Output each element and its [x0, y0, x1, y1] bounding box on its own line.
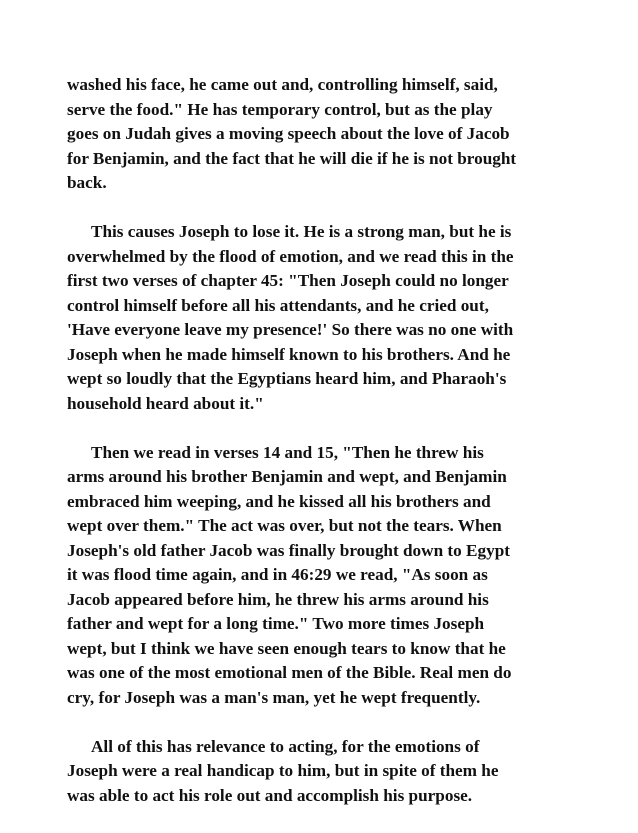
- text-line: was one of the most emotional men of the Bible. Real men do: [67, 663, 512, 682]
- text-line: wept over them." The act was over, but not the tears. When: [67, 516, 502, 535]
- body-text: [67, 73, 587, 833]
- text-line: Joseph were a real handicap to him, but in spite of them he: [67, 761, 499, 780]
- paragraph-1: [67, 73, 587, 196]
- paragraph-4: [67, 735, 587, 809]
- text-line: household heard about it.": [67, 393, 264, 413]
- text-line: wept so loudly that the Egyptians heard him, and Pharaoh's: [67, 369, 507, 388]
- text-line: serve the food." He has temporary control, but as the play: [67, 99, 493, 119]
- text-line: back.: [67, 173, 107, 192]
- text-line: father and wept for a long time." Two more times Joseph: [67, 614, 485, 633]
- text-line: cry, for Joseph was a man's man, yet he wept frequently.: [67, 687, 481, 707]
- text-line: control himself before all his attendants, and he cried out,: [67, 295, 489, 315]
- text-line: Jacob appeared before him, he threw his arms around his: [67, 589, 489, 609]
- text-line: it was flood time again, and in 46:29 we read, "As soon as: [67, 565, 488, 584]
- text-line: Then we read in verses 14 and 15, "Then he threw his: [91, 442, 484, 462]
- text-line: embraced him weeping, and he kissed all his brothers and: [67, 491, 491, 511]
- text-line: 'Have everyone leave my presence!' So there was no one with: [67, 320, 514, 339]
- text-line: This causes Joseph to lose it. He is a strong man, but he is: [91, 222, 512, 241]
- text-line: for Benjamin, and the fact that he will die if he is not brought: [67, 148, 517, 168]
- text-line: was able to act his role out and accomplish his purpose.: [67, 785, 473, 805]
- text-line: first two verses of chapter 45: "Then Joseph could no longer: [67, 271, 509, 290]
- text-line: overwhelmed by the flood of emotion, and we read this in the: [67, 246, 514, 266]
- paragraph-2: [67, 220, 587, 416]
- paragraph-3: [67, 441, 587, 711]
- text-line: washed his face, he came out and, controlling himself, said,: [67, 75, 498, 94]
- text-line: wept, but I think we have seen enough tears to know that he: [67, 638, 506, 658]
- text-line: goes on Judah gives a moving speech about the love of Jacob: [67, 124, 510, 143]
- text-line: arms around his brother Benjamin and wept, and Benjamin: [67, 467, 507, 486]
- text-line: Joseph's old father Jacob was finally brought down to Egypt: [67, 540, 510, 560]
- text-line: Joseph when he made himself known to his brothers. And he: [67, 344, 511, 364]
- text-line: All of this has relevance to acting, for the emotions of: [91, 736, 480, 756]
